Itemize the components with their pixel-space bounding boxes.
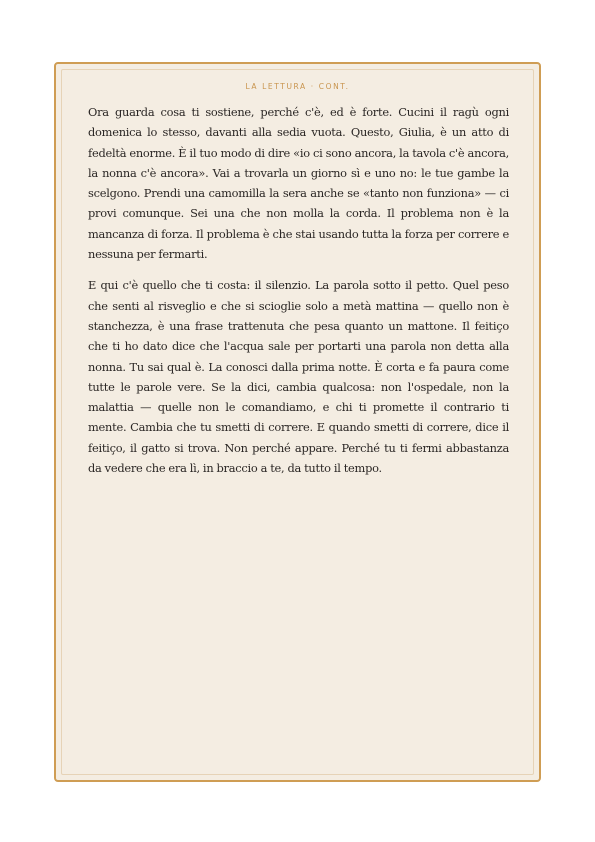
paragraph-2: E qui c'è quello che ti costa: il silenzio. La parola sotto il petto. Quel peso che senti al risveglio e che si scioglie solo a metà mattina — quello non è stanchezza, è una frase trattenuta che pesa quanto un mattone. Il feitiço che ti ho dato dice che l'acqua sale per portarti una parola non detta alla nonna. Tu sai qual è. La conosci dalla prima notte. È corta e fa paura come tutte le parole vere. Se la dici, cambia qualcosa: non l'ospedale, non la malattia — quelle non le comandiamo, e chi ti promette il contrario ti mente. Cambia che tu smetti di correre. E quando smetti di correre, dice il feitiço, il gatto si trova. Non perché appare. Perché tu ti fermi abbastanza da vedere che era lì, in braccio a te, da tutto il tempo. bbox=[88, 278, 509, 476]
section-header: LA LETTURA · CONT. bbox=[245, 82, 350, 91]
reading-body bbox=[88, 102, 509, 489]
paragraph-1: Ora guarda cosa ti sostiene, perché c'è, ed è forte. Cucini il ragù ogni domenica lo stesso, davanti alla sedia vuota. Questo, Giulia, è un atto di fedeltà enorme. È il tuo modo di dire «io ci sono ancora, la tavola c'è ancora, la nonna c'è ancora». Vai a trovarla un giorno sì e uno no: le tue gambe la scelgono. Prendi una camomilla la sera anche se «tanto non funziona» — ci provi comunque. Sei una che non molla la corda. Il problema non è la mancanza di forza. Il problema è che stai usando tutta la forza per correre e nessuna per fermarti. bbox=[88, 105, 509, 262]
reading-page-card bbox=[54, 62, 541, 782]
